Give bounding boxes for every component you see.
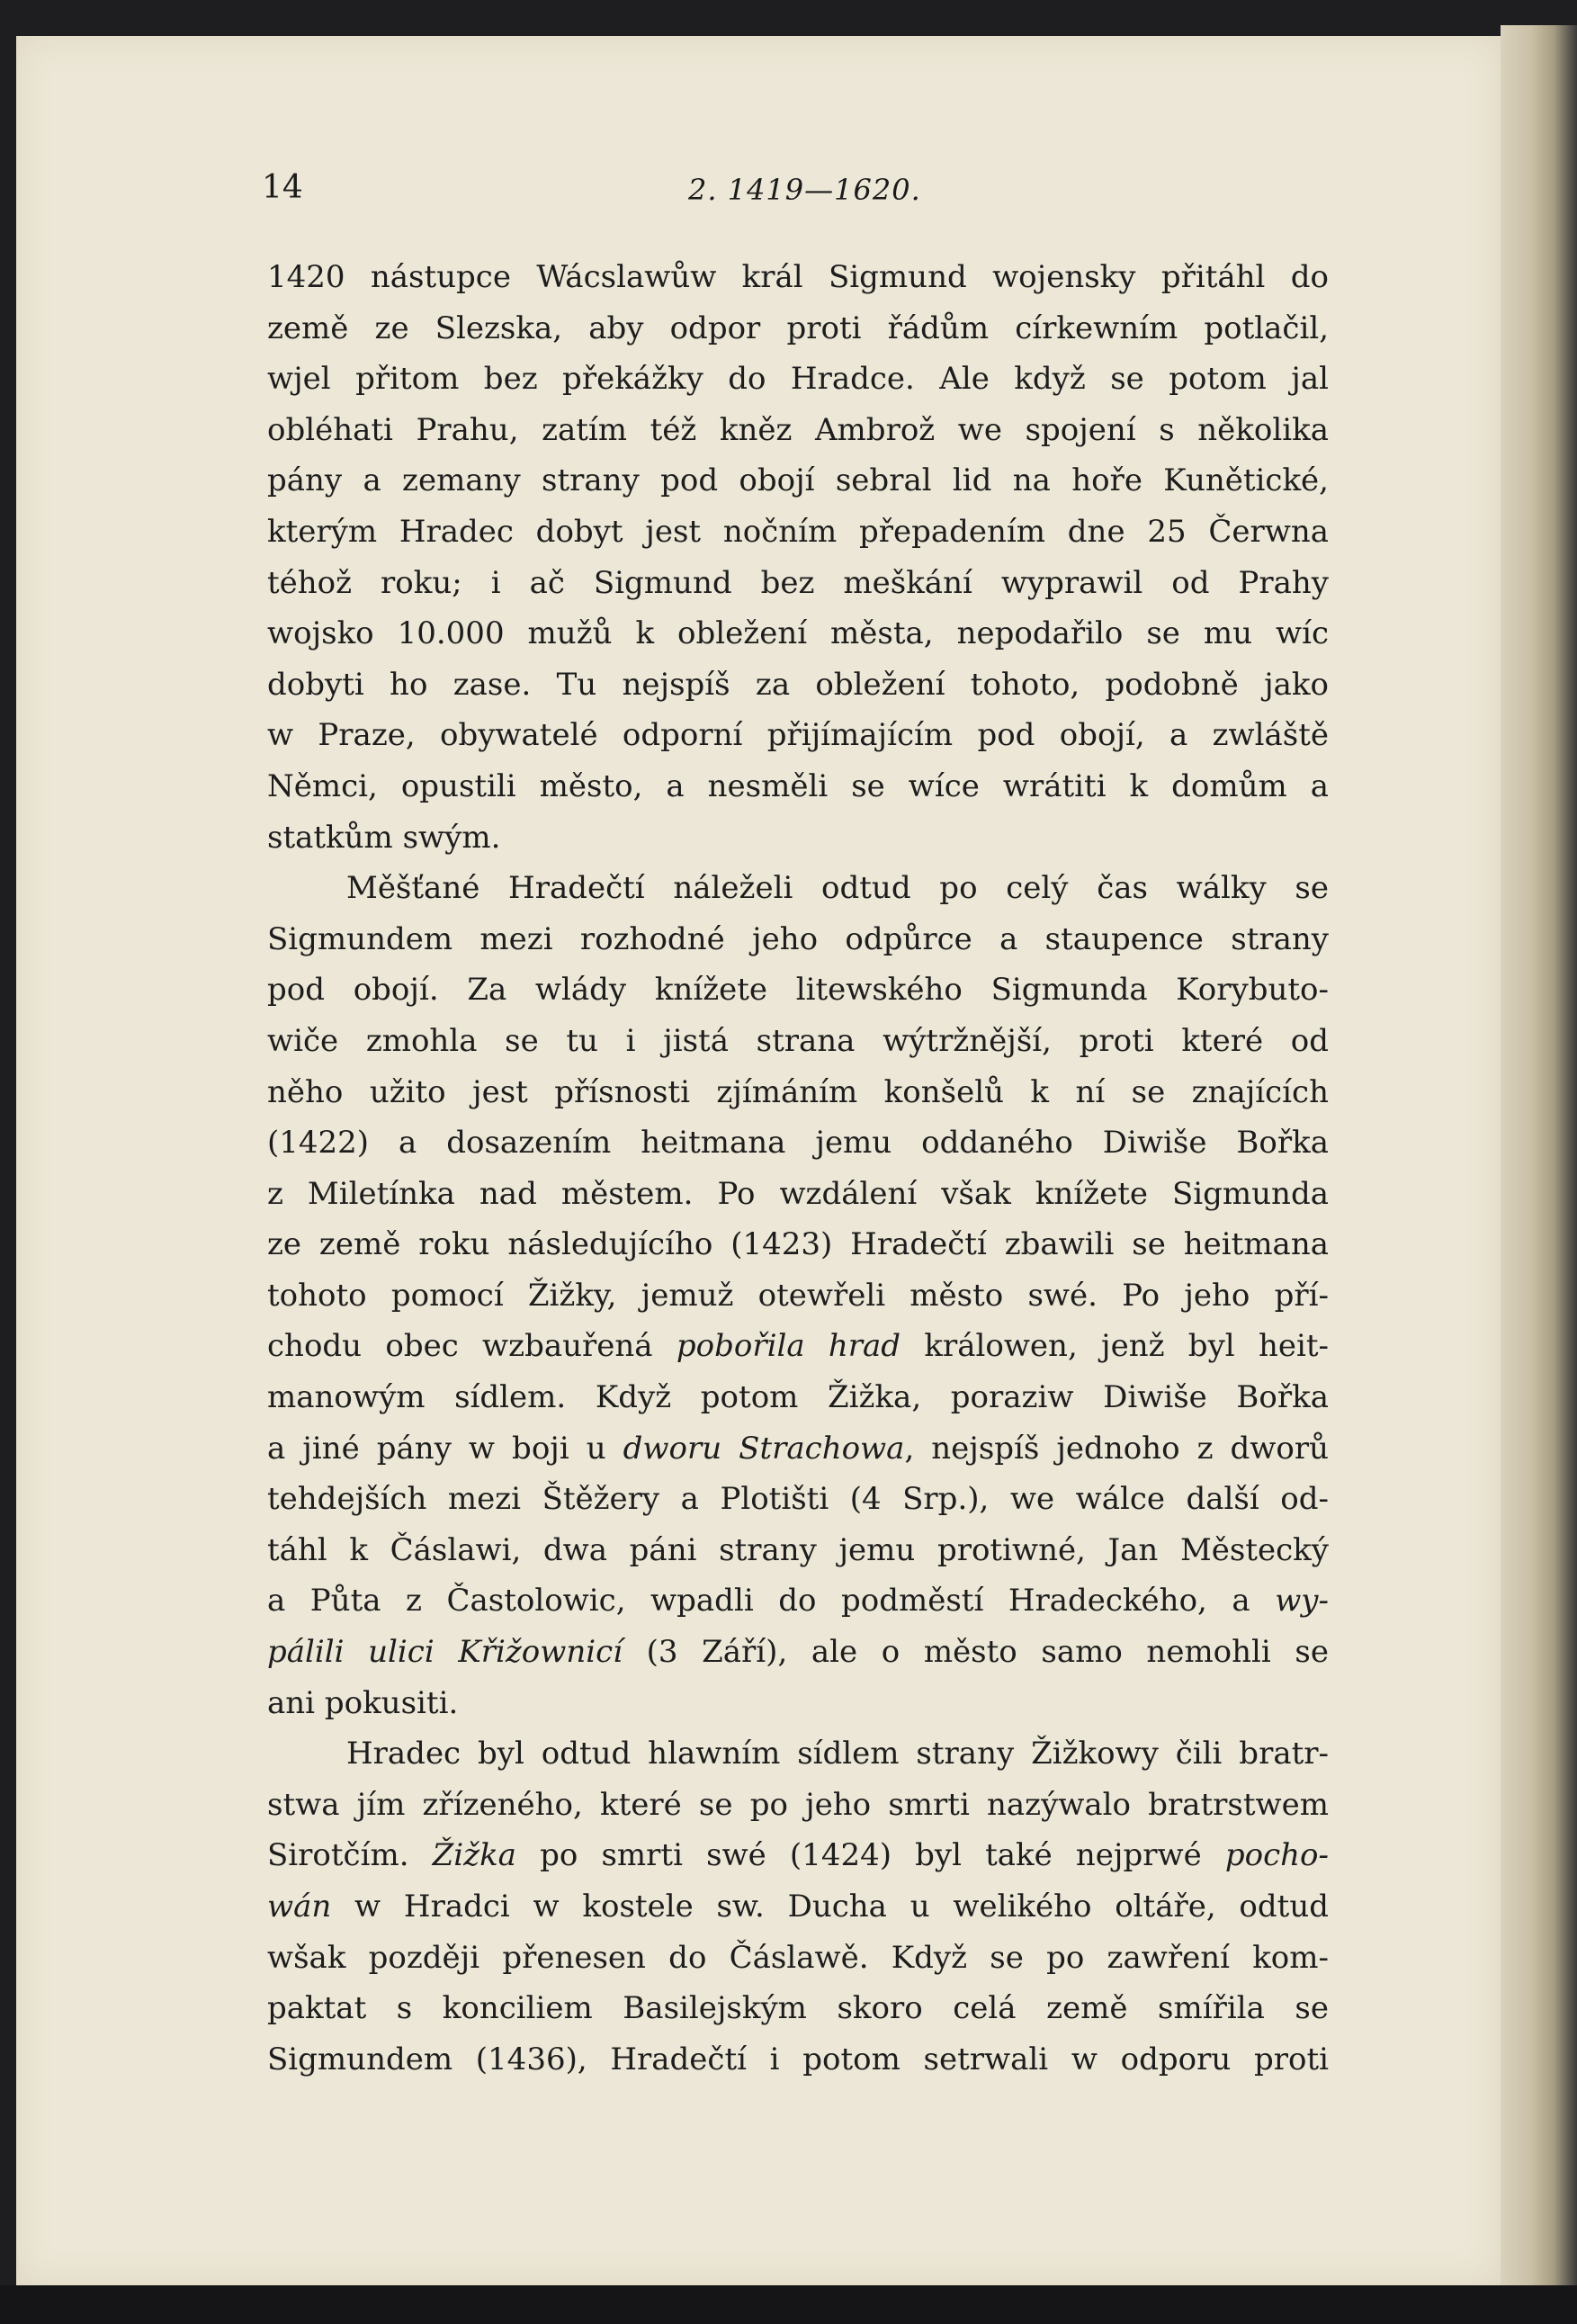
text-line: pod obojí. Za wlády knížete litewského Sigmunda Korybuto-	[267, 972, 1329, 1009]
text-line	[267, 1627, 1329, 1678]
text-line: w Praze, obywatelé odporní přijímajícím pod obojí, a zwláště	[267, 717, 1329, 754]
text-run: Sirotčím.	[267, 1837, 433, 1874]
text-line: (1422) a dosazením heitmana jemu oddaného Diwiše Bořka	[267, 1125, 1329, 1162]
text-line: dobyti ho zase. Tu nejspíš za obležení tohoto, podobně jako	[267, 666, 1329, 703]
text-line: z Miletínka nad městem. Po wzdálení však knížete Sigmunda	[267, 1175, 1329, 1212]
text-run: (3 Září), ale o město samo nemohli se	[623, 1634, 1329, 1671]
text-line: pány a zemany strany pod obojí sebral lid na hoře Kunětické,	[267, 462, 1329, 499]
text-line: téhož roku; i ač Sigmund bez meškání wyprawil od Prahy	[267, 564, 1329, 601]
text-line	[267, 1830, 1329, 1881]
text-line: Sigmundem mezi rozhodné jeho odpůrce a staupence strany	[267, 920, 1329, 957]
text-line	[267, 1423, 1329, 1475]
text-line: wojsko 10.000 mužů k obležení města, nepodařilo se mu wíc	[267, 615, 1329, 652]
book-page-edge	[1501, 25, 1577, 2302]
italic-place-name: pálili ulici Křižownicí	[267, 1634, 623, 1671]
text-line: Němci, opustili město, a nesměli se wíce wrátiti k domům a	[267, 767, 1329, 804]
paragraph-start-line: Hradec byl odtud hlawním sídlem strany Žižkowy čili bratr-	[346, 1736, 1329, 1772]
running-title: 2. 1419—1620.	[688, 173, 921, 207]
text-line: obléhati Prahu, zatím též kněz Ambrož we spojení s několika	[267, 411, 1329, 448]
text-line	[267, 1575, 1329, 1627]
text-run: , nejspíš jednoho z dworů	[904, 1430, 1330, 1467]
text-line: statkům swým.	[267, 819, 501, 856]
text-line	[267, 1881, 1329, 1933]
text-line	[267, 1321, 1329, 1372]
text-line: paktat s konciliem Basilejským skoro celá země smířila se	[267, 1990, 1329, 2027]
text-run: po smrti swé (1424) byl také nejprwé	[515, 1837, 1225, 1874]
page-number: 14	[262, 169, 303, 206]
text-line: Sigmundem (1436), Hradečtí i potom setrwali w odporu proti	[267, 2041, 1329, 2077]
text-line: táhl k Čáslawi, dwa páni strany jemu protiwné, Jan Městecký	[267, 1531, 1329, 1568]
text-line: stwa jím zřízeného, které se po jeho smrti nazýwalo bratrstwem	[267, 1786, 1329, 1823]
italic-text-run: wán	[267, 1889, 332, 1925]
body-text	[267, 252, 1329, 2085]
italic-place-name: pobořila hrad	[676, 1328, 901, 1365]
text-line: wiče zmohla se tu i jistá strana wýtržnější, proti které od	[267, 1022, 1329, 1059]
text-line: wjel přitom bez překážky do Hradce. Ale když se potom jal	[267, 361, 1329, 398]
text-run: a jiné pány w boji u	[267, 1430, 623, 1467]
italic-place-name: dworu Strachowa	[623, 1430, 905, 1467]
text-line: kterým Hradec dobyt jest nočním přepadením dne 25 Čerwna	[267, 513, 1329, 550]
text-line: tohoto pomocí Žižky, jemuž otewřeli město swé. Po jeho pří-	[267, 1277, 1329, 1314]
italic-text-run: wy-	[1275, 1583, 1329, 1620]
italic-text-run: pocho-	[1224, 1837, 1329, 1874]
text-line: ze země roku následujícího (1423) Hradečtí zbawili se heitmana	[267, 1226, 1329, 1263]
text-line: země ze Slezska, aby odpor proti řádům církewním potlačil,	[267, 310, 1329, 346]
running-header	[256, 164, 1318, 218]
text-line: něho užito jest přísnosti zjímáním konšelů k ní se znajících	[267, 1073, 1329, 1110]
text-line: ani pokusiti.	[267, 1684, 459, 1721]
text-line: tehdejších mezi Štěžery a Plotišti (4 Srp.), we wálce další od-	[267, 1481, 1329, 1518]
text-run: a Půta z Častolowic, wpadli do podměstí Hradeckého, a	[267, 1583, 1276, 1620]
text-line: 1420 nástupce Wácslawůw král Sigmund wojensky přitáhl do	[267, 259, 1329, 295]
text-run: w Hradci w kostele sw. Ducha u welikého oltáře, odtud	[331, 1889, 1329, 1925]
paragraph-start-line: Měšťané Hradečtí náleželi odtud po celý čas wálky se	[346, 870, 1329, 907]
text-run: králowen, jenž byl heit-	[901, 1328, 1329, 1365]
bottom-shadow	[0, 2285, 1577, 2324]
text-run: chodu obec wzbauřená	[267, 1328, 676, 1365]
text-line: wšak později přenesen do Čáslawě. Když se po zawření kom-	[267, 1939, 1329, 1976]
text-line: manowým sídlem. Když potom Žižka, poraziw Diwiše Bořka	[267, 1379, 1329, 1416]
italic-name: Žižka	[432, 1837, 516, 1874]
